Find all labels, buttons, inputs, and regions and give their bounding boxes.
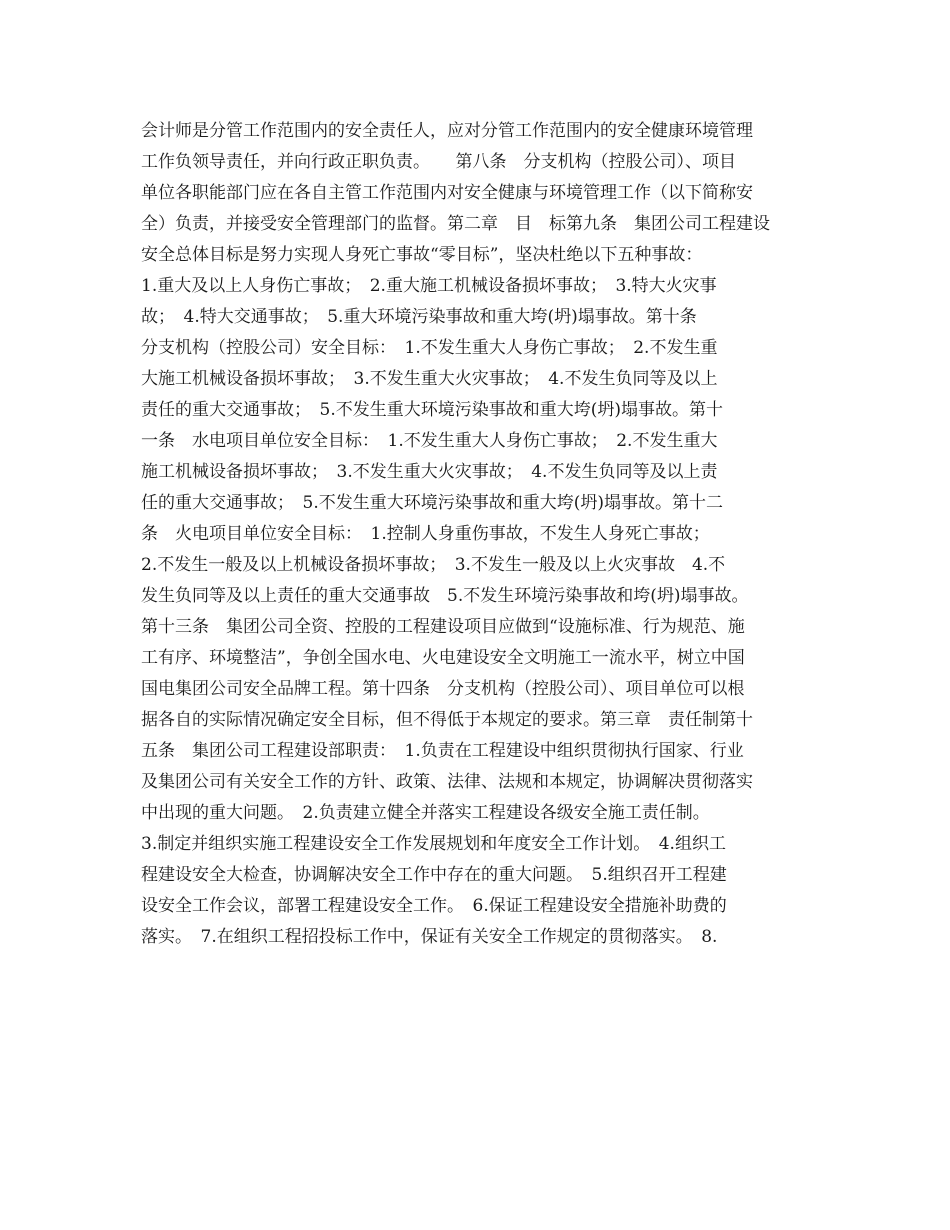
text-line: 安全总体目标是努力实现人身死亡事故“零目标”，坚决杜绝以下五种事故： (141, 245, 703, 265)
text-line: 工作负领导责任，并向行政正职负责。 第八条 分支机构（控股公司）、项目 (141, 152, 736, 172)
text-line: 全）负责，并接受安全管理部门的监督。第二章 目 标第九条 集团公司工程建设 (141, 214, 770, 234)
text-line: 会计师是分管工作范围内的安全责任人，应对分管工作范围内的安全健康环境管理 (141, 121, 753, 141)
text-line: 施工机械设备损坏事故； 3.不发生重大火灾事故； 4.不发生负同等及以上责 (141, 462, 718, 482)
text-line: 一条 水电项目单位安全目标： 1.不发生重大人身伤亡事故； 2.不发生重大 (141, 431, 718, 451)
text-line: 责任的重大交通事故； 5.不发生重大环境污染事故和重大垮(坍)塌事故。第十 (141, 400, 723, 420)
text-line: 设安全工作会议，部署工程建设安全工作。 6.保证工程建设安全措施补助费的 (141, 896, 727, 916)
text-line: 大施工机械设备损坏事故； 3.不发生重大火灾事故； 4.不发生负同等及以上 (141, 369, 718, 389)
text-line: 程建设安全大检查，协调解决安全工作中存在的重大问题。 5.组织召开工程建 (141, 865, 727, 885)
text-line: 第十三条 集团公司全资、控股的工程建设项目应做到“设施标准、行为规范、施 (141, 617, 745, 637)
text-line: 据各自的实际情况确定安全目标，但不得低于本规定的要求。第三章 责任制第十 (141, 710, 753, 730)
text-line: 国电集团公司安全品牌工程。第十四条 分支机构（控股公司）、项目单位可以根 (141, 679, 745, 699)
body-text (141, 116, 831, 953)
text-line: 2.不发生一般及以上机械设备损坏事故； 3.不发生一般及以上火灾事故 4.不 (141, 555, 726, 575)
text-line: 中出现的重大问题。 2.负责建立健全并落实工程建设各级安全施工责任制。 (141, 803, 710, 823)
text-line: 3.制定并组织实施工程建设安全工作发展规划和年度安全工作计划。 4.组织工 (141, 834, 726, 854)
text-line: 分支机构（控股公司）安全目标： 1.不发生重大人身伤亡事故； 2.不发生重 (141, 338, 718, 358)
text-line: 及集团公司有关安全工作的方针、政策、法律、法规和本规定，协调解决贯彻落实 (141, 772, 753, 792)
text-line: 任的重大交通事故； 5.不发生重大环境污染事故和重大垮(坍)塌事故。第十二 (141, 493, 723, 513)
text-line: 落实。 7.在组织工程招投标工作中，保证有关安全工作规定的贯彻落实。 8. (141, 927, 718, 947)
text-line: 条 火电项目单位安全目标： 1.控制人身重伤事故，不发生人身死亡事故； (141, 524, 710, 544)
text-line: 发生负同等及以上责任的重大交通事故 5.不发生环境污染事故和垮(坍)塌事故。 (141, 586, 749, 606)
text-line: 单位各职能部门应在各自主管工作范围内对安全健康与环境管理工作（以下简称安 (141, 183, 753, 203)
text-line: 故； 4.特大交通事故； 5.重大环境污染事故和重大垮(坍)塌事故。第十条 (141, 307, 697, 327)
text-line: 工有序、环境整洁”，争创全国水电、火电建设安全文明施工一流水平，树立中国 (141, 648, 745, 668)
text-line: 五条 集团公司工程建设部职责： 1.负责在工程建设中组织贯彻执行国家、行业 (141, 741, 744, 761)
text-line: 1.重大及以上人身伤亡事故； 2.重大施工机械设备损坏事故； 3.特大火灾事 (141, 276, 717, 296)
